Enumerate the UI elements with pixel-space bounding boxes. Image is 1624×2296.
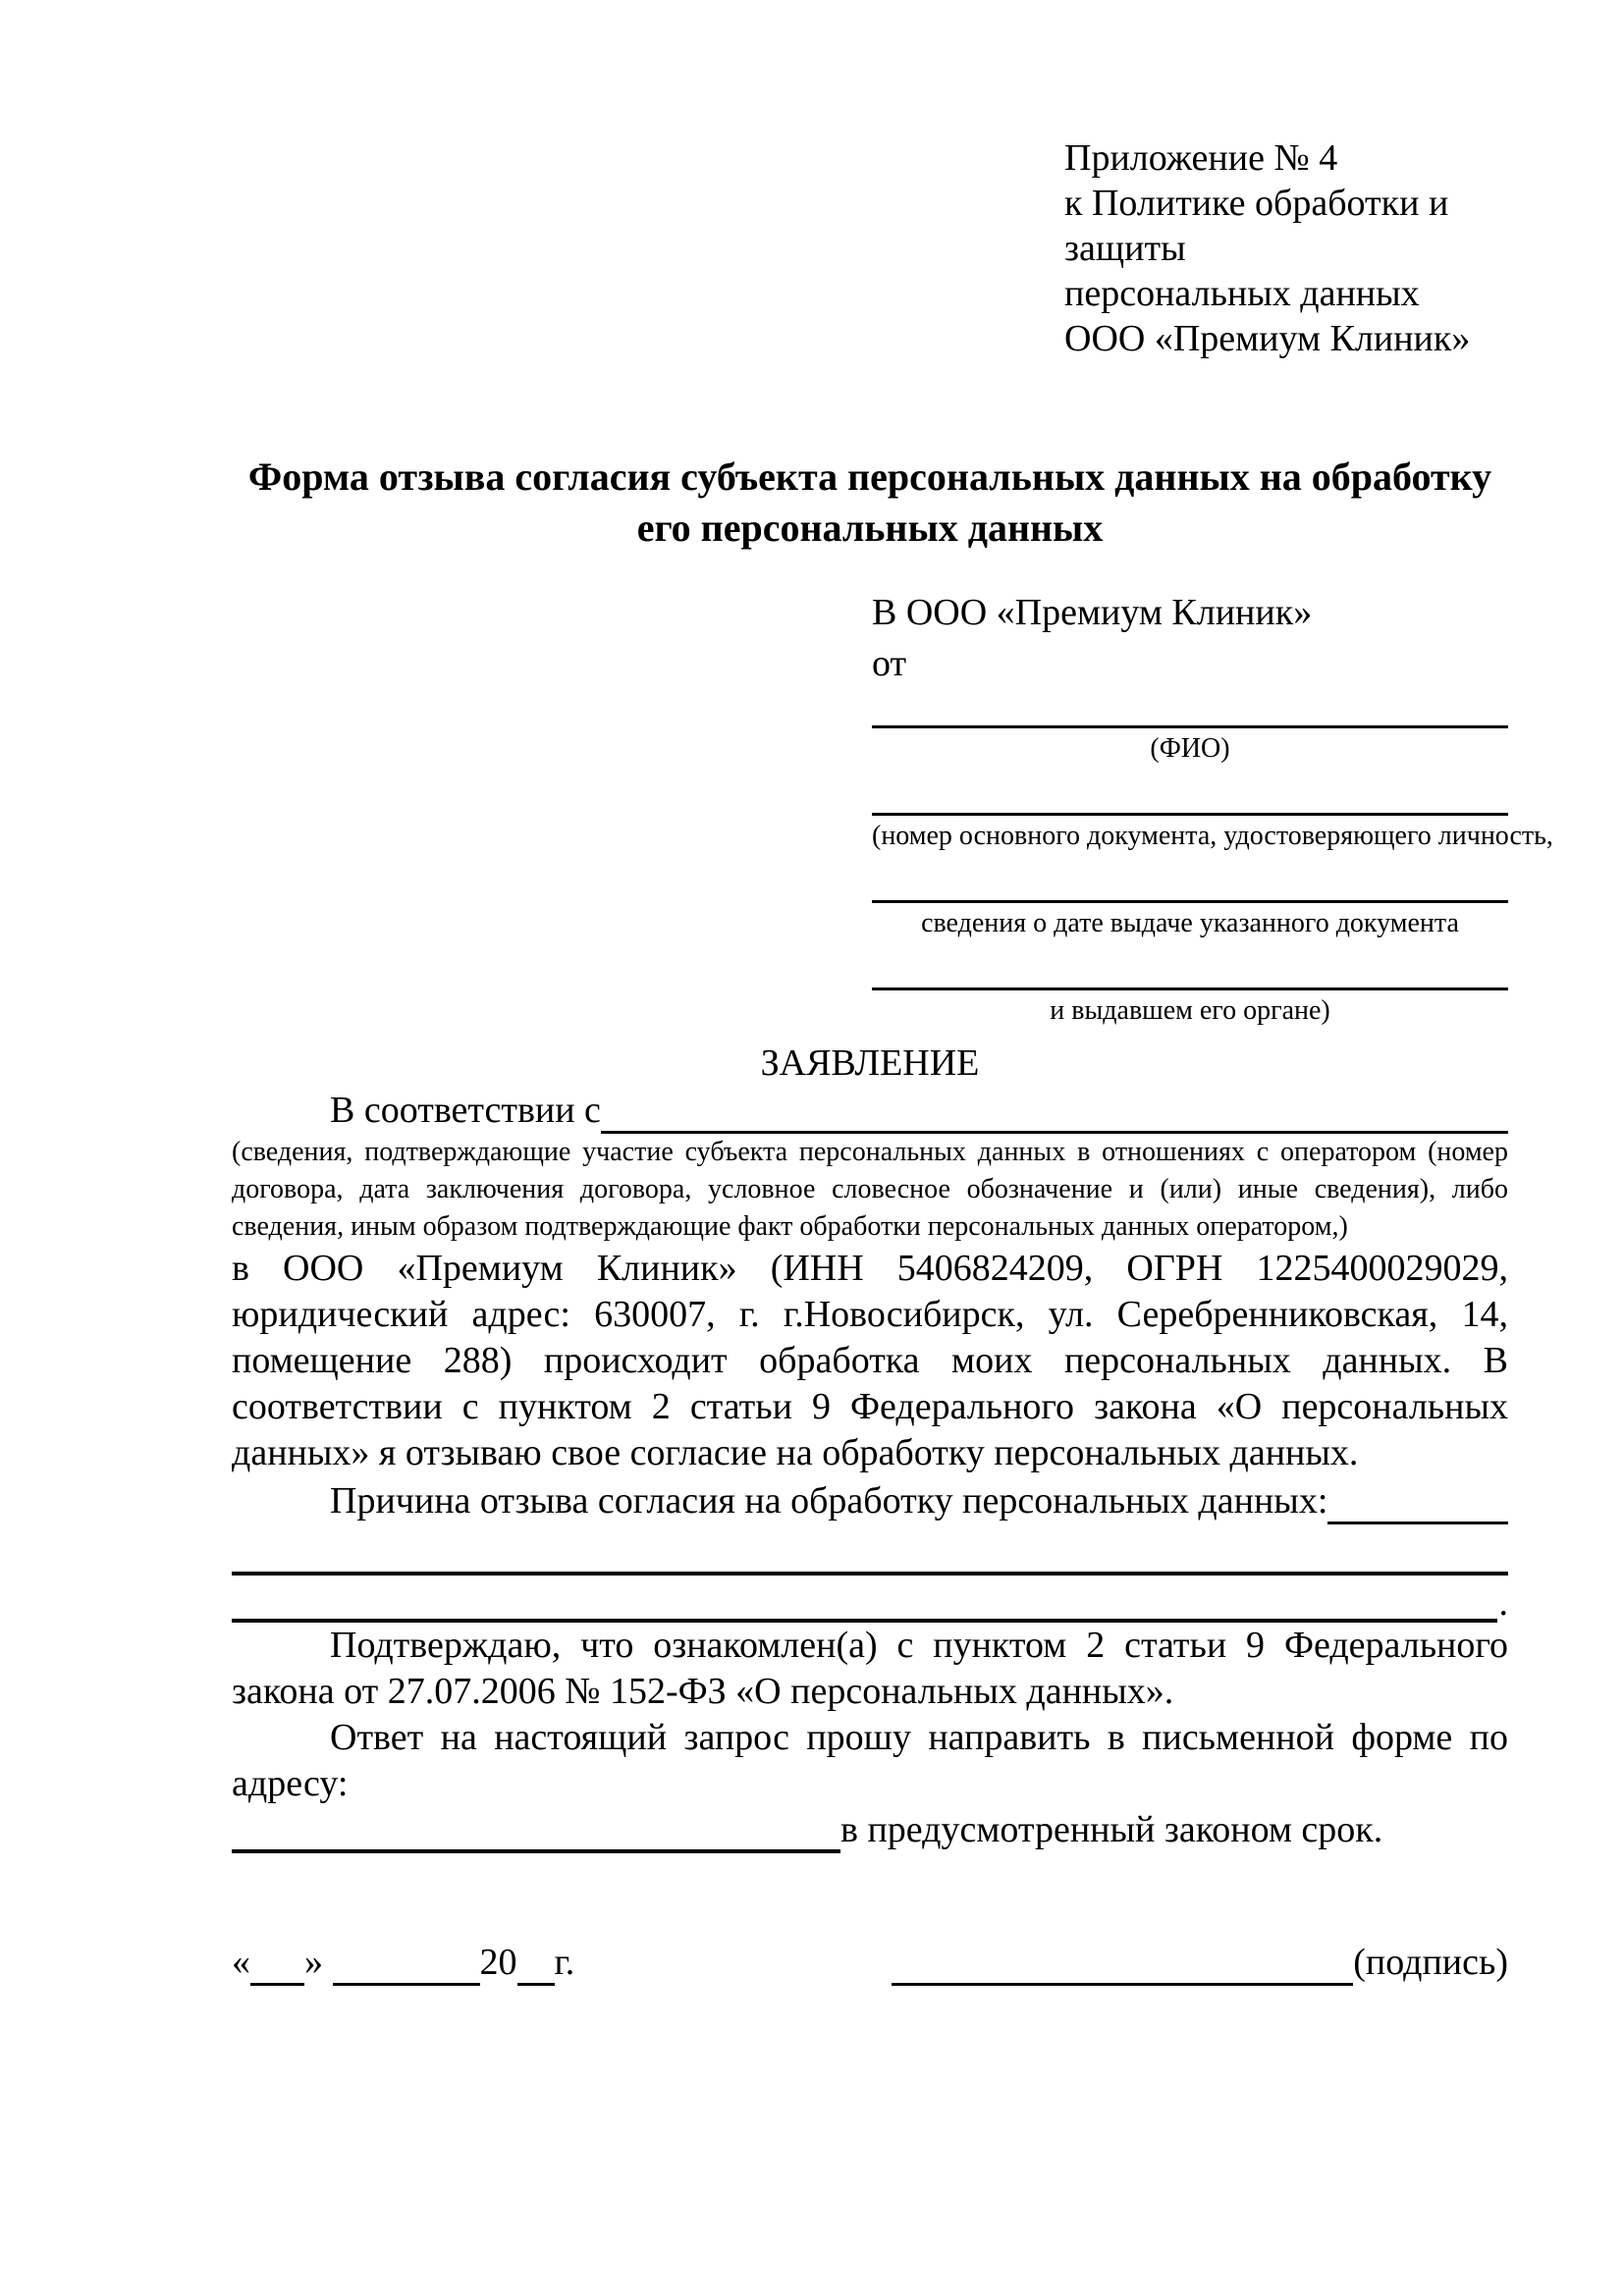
according-prefix: В соответствии с <box>330 1090 601 1131</box>
confirm-paragraph: Подтверждаю, что ознакомлен(а) с пунктом 2 статьи 9 Федерального закона от 27.07.2006 № 152-ФЗ «О персональных данных». <box>232 1625 1508 1712</box>
appendix-block <box>1064 135 1508 361</box>
reason-fill-line[interactable] <box>1327 1485 1508 1524</box>
statement-heading: ЗАЯВЛЕНИЕ <box>760 1042 980 1084</box>
form-field-issuing-authority <box>872 951 1508 1027</box>
signature-fill-line[interactable] <box>892 1949 1353 1986</box>
form-field-issue-date <box>872 864 1508 939</box>
reply-paragraph: Ответ на настоящий запрос прошу направить в письменной форме по адресу: <box>232 1717 1508 1804</box>
year-prefix: 20 <box>479 1942 517 1983</box>
issuing-authority-field-label: и выдавшем его органе) <box>1050 995 1330 1026</box>
appendix-line: к Политике обработки и защиты <box>1064 183 1449 269</box>
document-title-line1: Форма отзыва согласия субъекта персональных данных на обработку <box>247 454 1492 499</box>
reason-blank-fill-line-2[interactable] <box>232 1575 1497 1623</box>
addressee-block <box>872 587 1553 1027</box>
month-fill-line[interactable] <box>333 1949 480 1986</box>
signature-label: (подпись) <box>1353 1942 1508 1983</box>
form-field-document-number <box>872 776 1553 852</box>
document-title <box>232 452 1508 554</box>
reason-line <box>232 1478 1508 1524</box>
year-suffix: г. <box>554 1942 575 1983</box>
appendix-line: персональных данных <box>1064 273 1420 314</box>
appendix-line: Приложение № 4 <box>1064 137 1338 179</box>
issuing-authority-fill-line[interactable] <box>872 951 1508 990</box>
according-fill-line[interactable] <box>601 1095 1508 1134</box>
document-number-field-label: (номер основного документа, удостоверяющего личность, <box>872 821 1553 851</box>
issue-date-fill-line[interactable] <box>872 864 1508 903</box>
period-mark: . <box>1498 1582 1508 1624</box>
appendix-line: ООО «Премиум Клиник» <box>1064 318 1471 359</box>
signature-row <box>232 1940 1508 1986</box>
issue-date-field-label: сведения о дате выдаче указанного документа <box>921 908 1459 938</box>
year-fill-line[interactable] <box>517 1949 555 1986</box>
reason-blank-line-2 <box>232 1575 1508 1623</box>
fio-field-label: (ФИО) <box>1150 733 1230 764</box>
reason-blank-fill-line-1[interactable] <box>232 1524 1508 1575</box>
signature-group <box>892 1940 1508 1986</box>
addressee-to: В ООО «Премиум Клиник» <box>872 592 1313 633</box>
day-fill-line[interactable] <box>250 1949 304 1986</box>
body-paragraph: в ООО «Премиум Клиник» (ИНН 5406824209, ОГРН 1225400029029, юридический адрес: 630007, г. г.Новосибирск, ул. Серебренниковская, 14, помещение 288) происходит обработка моих персональных данных. В соответствии с пунктом 2 статьи 9 Федерального закона «О персональных данных» я отзываю свое согласие на обработку персональных данных. <box>232 1248 1508 1473</box>
document-title-line2: его персональных данных <box>636 506 1104 550</box>
open-quote: « <box>232 1942 250 1983</box>
address-fill-line[interactable] <box>232 1814 840 1853</box>
fio-fill-line[interactable] <box>872 689 1508 728</box>
date-group <box>232 1940 574 1986</box>
close-quote: » <box>304 1942 323 1983</box>
according-line <box>232 1088 1508 1134</box>
addressee-from: от <box>872 643 907 684</box>
reason-prefix: Причина отзыва согласия на обработку персональных данных: <box>330 1480 1328 1522</box>
fine-print-note: (сведения, подтверждающие участие субъекта персональных данных в отношениях с оператором (номер договора, дата заключения договора, условное словесное обозначение и (или) иные сведения), либо сведения, иным образом подтверждающие факт обработки персональных данных оператором,) <box>232 1137 1508 1242</box>
form-field-fio <box>872 689 1508 765</box>
document-number-fill-line[interactable] <box>872 776 1508 816</box>
reply-address-line <box>232 1807 1508 1853</box>
reply-suffix: в предусмотренный законом срок. <box>840 1809 1383 1850</box>
